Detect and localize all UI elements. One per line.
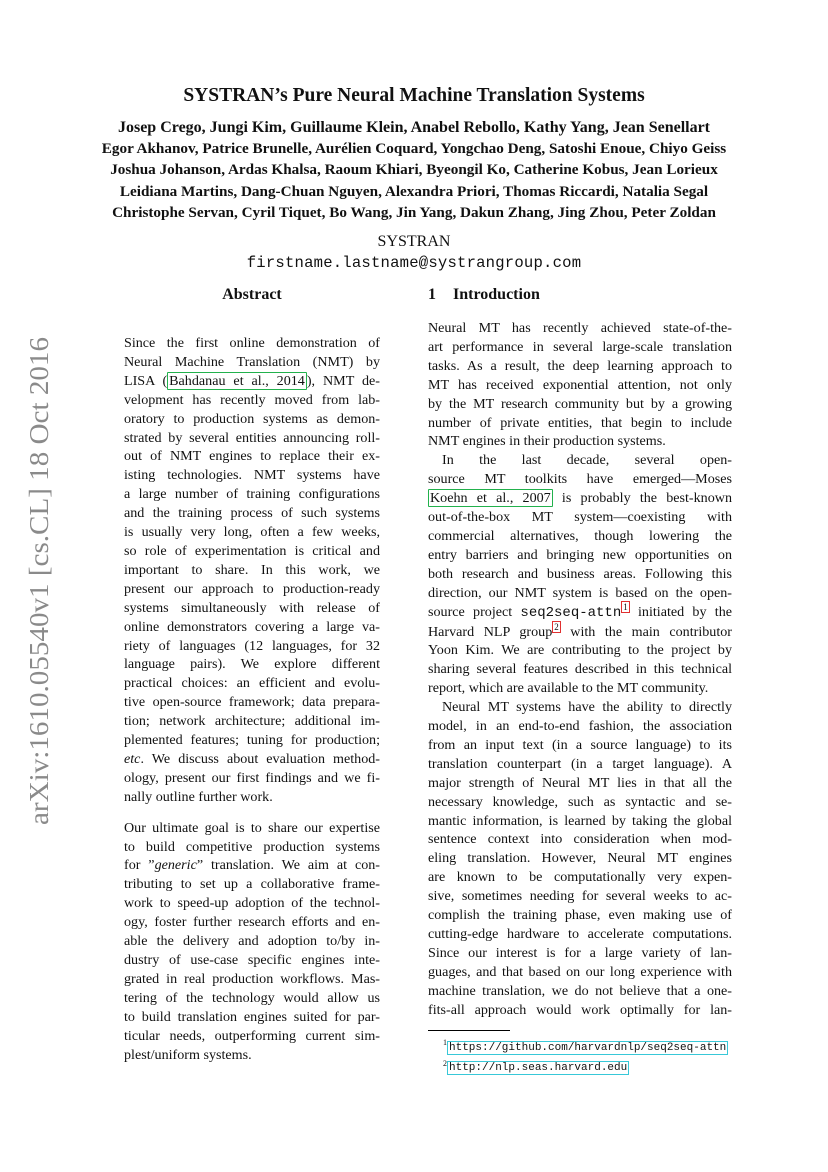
introduction-column [428, 319, 732, 1020]
footnote: $^1$ https://github.com/harvardnlp/seq2seq-attn [443, 1038, 727, 1054]
intro-paragraph-3: Neural MT systems have the ability to directly model, in an end-to-end fashion, the association from an input text (in a source language) to its translation counterpart (in a target language). A major strength of Neural MT lies in that all the necessary knowledge, such as syntactic and se- mantic information, is learned by taking the global sentence context into consideration when mod- eling translation. However, Neural MT engines are known to be computationally very expen- sive, sometimes needing for several weeks to ac- complish the training phase, even making use of cutting-edge hardware to accelerate computations. Since our interest is for a large variety of lan- guages, and that based on our long experience with machine translation, we do not believe that a one- fits-all approach would work optimally for lan- [428, 699, 732, 1018]
author-line: Christophe Servan, Cyril Tiquet, Bo Wang, Jin Yang, Dakun Zhang, Jing Zhou, Peter Zoldan [112, 203, 716, 221]
abstract-column [124, 334, 380, 1064]
footnote-url[interactable]: http://nlp.seas.harvard.edu [449, 1062, 628, 1075]
arxiv-identifier: arXiv:1610.05540v1 [cs.CL] 18 Oct 2016 [24, 372, 54, 825]
author-line: Joshua Johanson, Ardas Khalsa, Raoum Khiari, Byeongil Ko, Catherine Kobus, Jean Lorieux [110, 161, 718, 179]
citation-link[interactable]: Koehn et al., 2007 [430, 490, 551, 507]
author-line: Josep Crego, Jungi Kim, Guillaume Klein, Anabel Rebollo, Kathy Yang, Jean Senellart [117, 119, 711, 136]
intro-paragraph-2: In the last decade, several open- source MT toolkits have emerged—Moses Koehn et al., 2007 is probably the best-known out-of-the-box MT system—coexisting with commercial alternatives, though lowering the entry barriers and bringing new opportunities on both research and business areas. Following this direction, our NMT system is based on the open- source project seq2seq-attn $^1$ initiated by the Harvard NLP group $^2$ with the main contributor Yoon Kim. We are contributing to the project by sharing several features described in this technical report, which are available to the MT community. [428, 452, 732, 697]
footnote: $^2$ http://nlp.seas.harvard.edu [443, 1058, 628, 1075]
section-title: Introduction [453, 286, 540, 303]
intro-paragraph-1: Neural MT has recently achieved state-of-the- art performance in several large-scale translation tasks. As a result, the deep learning approach to MT has received exponential attention, not only by the MT research community but by a growing number of private entities, that begin to include NMT engines in their production systems. [428, 320, 732, 450]
contact-email: firstname.lastname@systrangroup.com [246, 254, 582, 272]
abstract-paragraph-2: Our ultimate goal is to share our expertise to build competitive production systems for ”generic” translation. We aim at con- tributing to set up a collaborative frame- work to speed-up adoption of the technol- ogy, foster further research efforts and en- able the delivery and adoption to/by in- dustry of use-case specific engines inte- grated in real production workflows. Mas- tering of the technology would allow us to build translation engines suited for par- ticular needs, outperforming current sim- plest/uniform systems. [124, 819, 380, 1063]
footnotes [443, 1035, 728, 1076]
footnote-ref[interactable]: 2 [554, 621, 559, 632]
project-name: seq2seq-attn [520, 604, 622, 621]
author-line: Egor Akhanov, Patrice Brunelle, Aurélien Coquard, Yongchao Deng, Satoshi Enoue, Chiyo Geiss [101, 140, 727, 158]
introduction-heading [428, 285, 540, 305]
section-number: 1 [428, 286, 436, 303]
footnote-ref[interactable]: 1 [623, 601, 628, 612]
paper-title: SYSTRAN’s Pure Neural Machine Translation Systems [183, 85, 645, 106]
arxiv-stamp [18, 335, 58, 835]
citation-link[interactable]: Bahdanau et al., 2014 [169, 372, 305, 389]
footnote-url[interactable]: https://github.com/harvardnlp/seq2seq-attn [449, 1041, 727, 1054]
author-line: Leidiana Martins, Dang-Chuan Nguyen, Alexandra Priori, Thomas Riccardi, Natalia Segal [119, 182, 709, 200]
abstract-heading: Abstract [222, 286, 282, 303]
abstract-paragraph-1: Since the first online demonstration of Neural Machine Translation (NMT) by LISA ( Bahdanau et al., 2014 ), NMT de- velopment has recently moved from lab- oratory to production systems as demon- strated by several entities announcing roll- out of NMT engines to replace their ex- isting technologies. NMT systems have a large number of training configurations and the training process of such systems is usually very long, often a few weeks, so role of experimentation is critical and important to share. In this work, we present our approach to production-ready systems simultaneously with release of online demonstrators covering a large va- riety of languages (12 languages, for 32 language pairs). We explore different practical choices: an efficient and evolu- tive open-source framework; data prepara- tion; network architecture; additional im- plemented features; tuning for production; etc. We discuss about evaluation method- ology, present our first findings and we fi- nally outline further work. [124, 335, 380, 805]
author-list [60, 117, 768, 223]
affiliation: SYSTRAN [377, 233, 451, 250]
footnote-divider [428, 1030, 510, 1031]
